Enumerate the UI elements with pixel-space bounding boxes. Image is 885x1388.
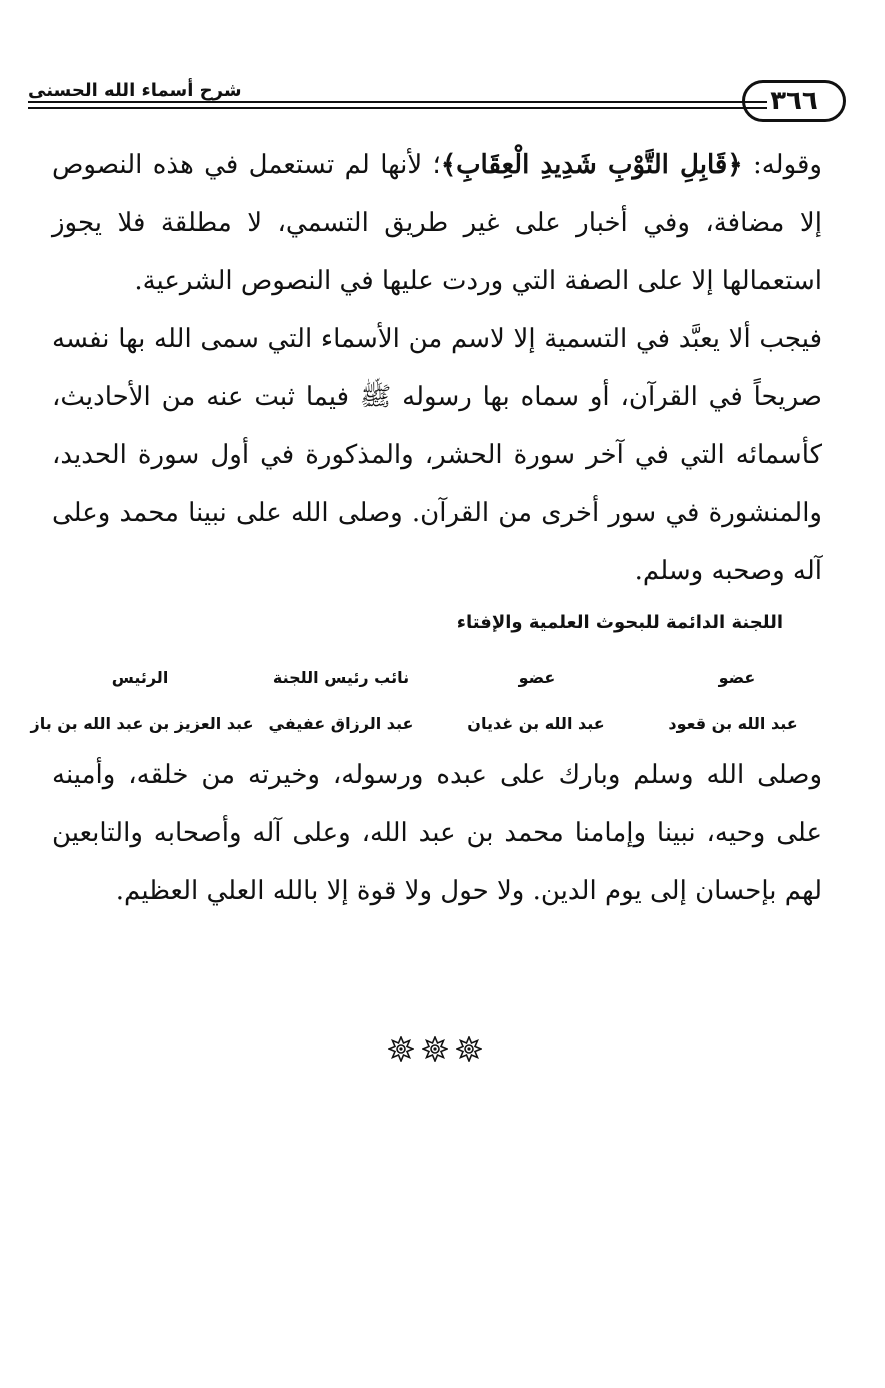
- quran-quote: ﴿قَابِلِ التَّوْبِ شَدِيدِ الْعِقَابِ﴾: [440, 150, 743, 180]
- paragraph-1: [52, 136, 822, 310]
- member-name-4: عبد العزيز بن عبد الله بن باز: [30, 714, 254, 733]
- role-vice-chairman: نائب رئيس اللجنة: [272, 668, 410, 687]
- member-name-3: عبد الرزاق عفيفي: [268, 714, 414, 733]
- role-member-1: عضو: [718, 668, 756, 687]
- header-rule-top: [28, 101, 767, 103]
- flower-ornament-icon: [422, 1036, 448, 1062]
- flower-ornament-icon: [456, 1036, 482, 1062]
- running-title: شرح أسماء الله الحسنى: [28, 80, 242, 101]
- role-chairman: الرئيس: [111, 668, 169, 687]
- committee-name: اللجنة الدائمة للبحوث العلمية والإفتاء: [456, 612, 783, 633]
- paragraph-2: فيجب ألا يعبَّد في التسمية إلا لاسم من الأسماء التي سمى الله بها نفسه صريحاً في القرآن، أو سماه بها رسوله ﷺ فيما ثبت عنه من الأحاديث، كأسمائه التي في آخر سورة الحشر، والمذكورة في أول سورة الحديد، والمنشورة في سور أخرى من القرآن. وصلى الله على نبينا محمد وعلى آله وصحبه وسلم.: [52, 324, 822, 586]
- paragraph-1-lead: وقوله:: [742, 150, 822, 180]
- page-number: ٣٦٦: [742, 80, 846, 122]
- flower-ornament-icon: [388, 1036, 414, 1062]
- ornament-row: [388, 1036, 482, 1062]
- role-member-2: عضو: [518, 668, 556, 687]
- header-rule-bottom: [28, 107, 767, 109]
- member-name-2: عبد الله بن غديان: [467, 714, 605, 733]
- paragraph-3: وصلى الله وسلم وبارك على عبده ورسوله، وخيرته من خلقه، وأمينه على وحيه، نبينا وإمامنا محمد بن عبد الله، وعلى آله وأصحابه والتابعين لهم بإحسان إلى يوم الدين. ولا حول ولا قوة إلا بالله العلي العظيم.: [52, 760, 822, 906]
- paragraph-1-rest: ؛ لأنها لم تستعمل في هذه النصوص إلا مضافة، وفي أخبار على غير طريق التسمي، لا مطلقة فلا يجوز استعمالها إلا على الصفة التي وردت عليها في النصوص الشرعية.: [52, 150, 822, 296]
- member-name-1: عبد الله بن قعود: [668, 714, 798, 733]
